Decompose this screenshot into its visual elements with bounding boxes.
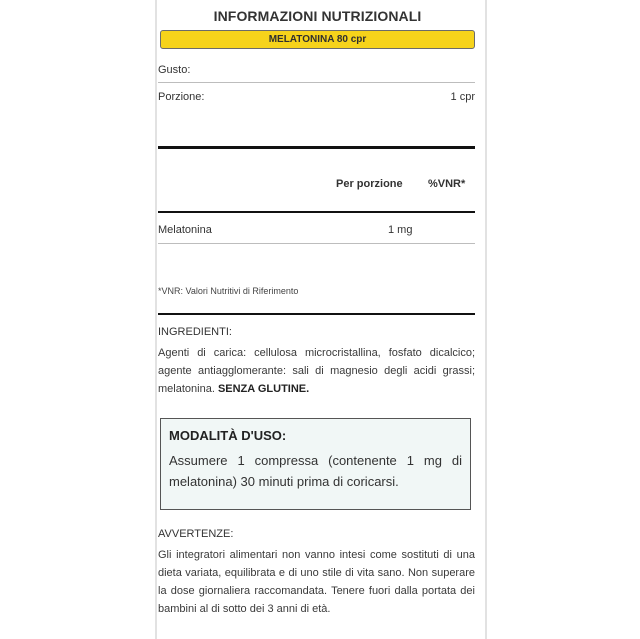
usage-title: MODALITÀ D'USO:: [169, 428, 287, 443]
divider-taste: [158, 82, 475, 83]
usage-box: [160, 418, 471, 510]
ingredients-title: INGREDIENTI:: [158, 326, 232, 338]
vnr-footnote: *VNR: Valori Nutritivi di Riferimento: [158, 286, 299, 296]
ingredients-text: [158, 344, 475, 398]
product-name-bar: MELATONINA 80 cpr: [160, 30, 475, 49]
taste-row: [158, 64, 475, 76]
gluten-free-note: SENZA GLUTINE.: [217, 383, 310, 395]
nutrient-per-serving: 1 mg: [388, 224, 413, 236]
serving-label: Porzione:: [158, 91, 205, 103]
thick-rule-footnote: [158, 313, 475, 315]
divider-nutrient: [158, 243, 475, 244]
usage-text: Assumere 1 compressa (contenente 1 mg di melatonina) 30 minuti prima di coricarsi.: [169, 453, 462, 489]
column-vnr: %VNR*: [428, 178, 466, 190]
serving-row: [158, 91, 475, 103]
nutrient-name: Melatonina: [158, 224, 212, 236]
thick-rule-header: [158, 211, 475, 213]
serving-value: 1 cpr: [450, 91, 475, 103]
page-edge-left: [155, 0, 157, 639]
taste-label: Gusto:: [158, 64, 191, 76]
column-per-serving: Per porzione: [336, 178, 403, 190]
nutrient-row-melatonina: [158, 224, 475, 236]
nutrition-label: [158, 0, 477, 639]
page-edge-right: [485, 0, 487, 639]
warnings-text: Gli integratori alimentari non vanno intesi come sostituti di una dieta variata, equilibrata e di uno stile di vita sano. Non superare la dose giornaliera raccomandata. Tenere fuori dalla portata dei bambini al di sotto dei 3 anni di età.: [158, 549, 475, 615]
label-title: INFORMAZIONI NUTRIZIONALI: [213, 8, 422, 24]
ingredients-body: Agenti di carica: cellulosa microcristallina, fosfato dicalcico; agente antiagglomerante: sali di magnesio degli acidi grassi; melatonina.: [158, 347, 475, 395]
thick-rule-top: [158, 146, 475, 149]
warnings-title: AVVERTENZE:: [158, 528, 234, 540]
